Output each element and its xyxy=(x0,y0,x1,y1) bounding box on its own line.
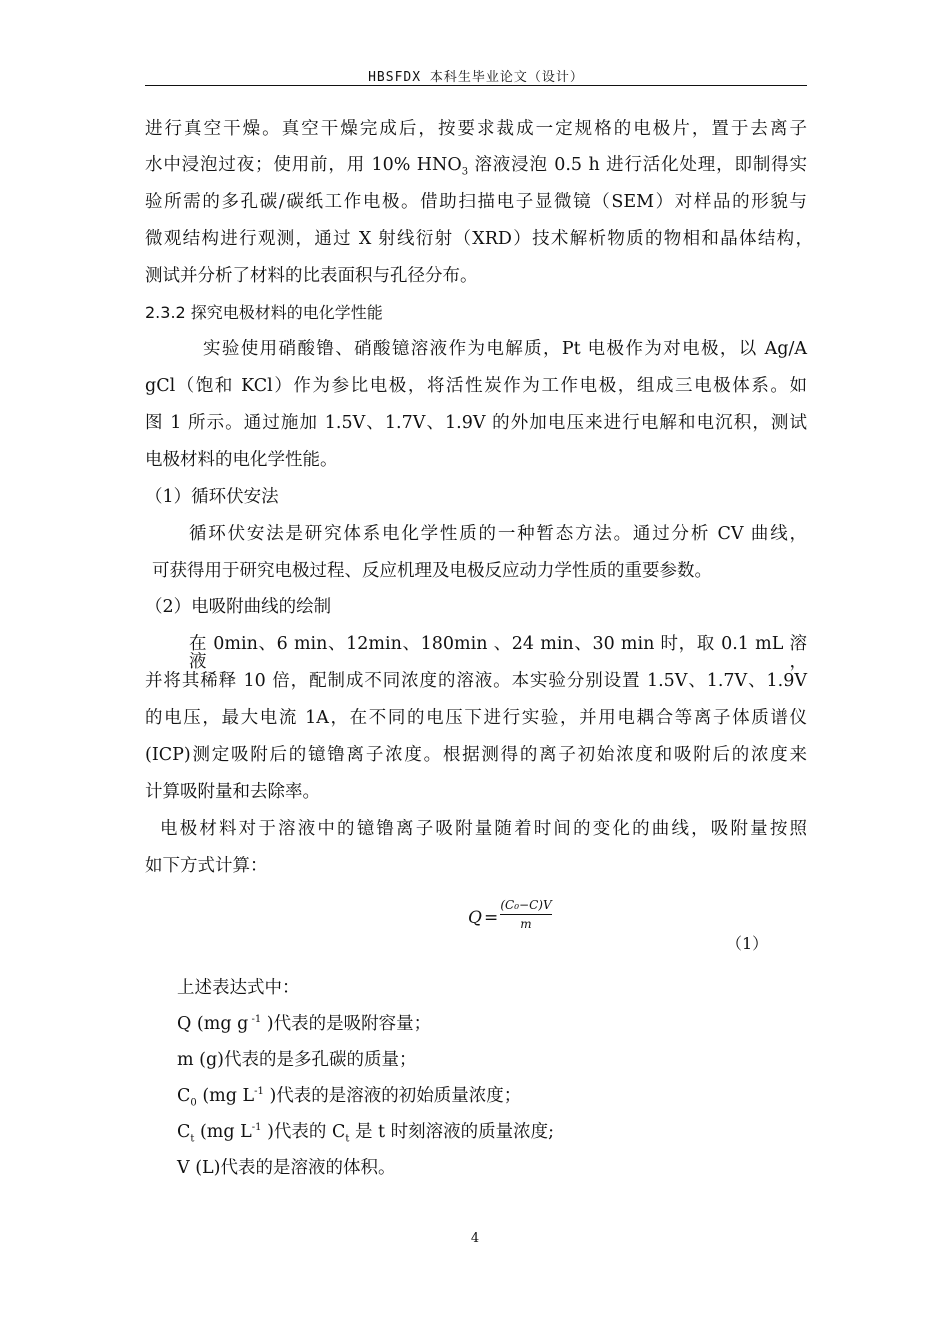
sub2-line3: 的电压，最大电流 1A，在不同的电压下进行实验，并用电耦合等离子体质谱仪 xyxy=(145,708,807,728)
para1-line1: 进行真空干燥。真空干燥完成后，按要求裁成一定规格的电极片，置于去离子 xyxy=(145,119,807,139)
para1-line3: 验所需的多孔碳/碳纸工作电极。借助扫描电子显微镜（SEM）对样品的形貌与 xyxy=(145,192,807,212)
fraction-bar xyxy=(500,914,552,915)
formula-lhs: Q xyxy=(468,908,482,928)
definition-c0: $C_0$ (mg $L^{-1}$ )代表的是溶液的初始质量浓度； xyxy=(177,1086,522,1109)
header-rule xyxy=(145,85,807,86)
definition-m: m (g)代表的是多孔碳的质量； xyxy=(177,1050,417,1070)
subsection-cv-title: （1）循环伏安法 xyxy=(145,487,279,507)
formula-equals: = xyxy=(484,908,499,928)
formula-denominator: m xyxy=(520,917,532,931)
page-number: 4 xyxy=(470,1231,480,1246)
para1-line2: 水中浸泡过夜；使用前，用 10% $HNO_3$ 溶液浸泡 0.5 h 进行活化处理，即制得实 xyxy=(145,155,807,178)
para3-line2: 如下方式计算： xyxy=(145,856,268,876)
sub1-line1: 循环伏安法是研究体系电化学性质的一种暂态方法。通过分析 CV 曲线， xyxy=(189,524,807,544)
definition-v: V (L)代表的是溶液的体积。 xyxy=(177,1158,396,1178)
sub2-line1: 在 0min、6 min、12min、180min 、24 min、30 min 时，取 0.1 mL 溶液， xyxy=(189,634,807,672)
running-header: HBSFDX 本科生毕业论文（设计） xyxy=(368,70,584,85)
para1-line4: 微观结构进行观测，通过 X 射线衍射（XRD）技术解析物质的物相和晶体结构， xyxy=(145,229,813,249)
para2-line3: 图 1 所示。通过施加 1.5V、1.7V、1.9V 的外加电压来进行电解和电沉积，测试 xyxy=(145,413,807,433)
sub2-line5: 计算吸附量和去除率。 xyxy=(145,782,320,802)
sub2-line4: (ICP)测定吸附后的镱镥离子浓度。根据测得的离子初始浓度和吸附后的浓度来 xyxy=(145,745,807,765)
subsection-adsorption-title: （2）电吸附曲线的绘制 xyxy=(145,597,332,617)
formula-fraction xyxy=(500,898,552,931)
formula-numerator: (C₀−C)V xyxy=(500,898,552,912)
para3-line1: 电极材料对于溶液中的镱镥离子吸附量随着时间的变化的曲线，吸附量按照 xyxy=(160,819,807,839)
definitions-intro: 上述表达式中： xyxy=(177,978,300,998)
sub1-line2: 可获得用于研究电极过程、反应机理及电极反应动力学性质的重要参数。 xyxy=(152,561,712,581)
section-heading: 2.3.2 探究电极材料的电化学性能 xyxy=(145,303,383,322)
equation-number: （1） xyxy=(726,934,769,953)
para1-line5: 测试并分析了材料的比表面积与孔径分布。 xyxy=(145,266,478,286)
para2-line2: gCl（饱和 KCl）作为参比电极，将活性炭作为工作电极，组成三电极体系。如 xyxy=(145,376,807,396)
definition-ct: $C_t$ (mg $L^{-1}$ )代表的 $C_t$ 是 t 时刻溶液的质量浓度; xyxy=(177,1122,555,1145)
para2-line4: 电极材料的电化学性能。 xyxy=(145,450,338,470)
para2-line1: 实验使用硝酸镥、硝酸镱溶液作为电解质，Pt 电极作为对电极，以 Ag/A xyxy=(203,339,807,359)
definition-q: Q (mg g $^{-1}$ )代表的是吸附容量； xyxy=(177,1014,432,1034)
sub2-line2: 并将其稀释 10 倍，配制成不同浓度的溶液。本实验分别设置 1.5V、1.7V、1.9V xyxy=(145,671,807,691)
